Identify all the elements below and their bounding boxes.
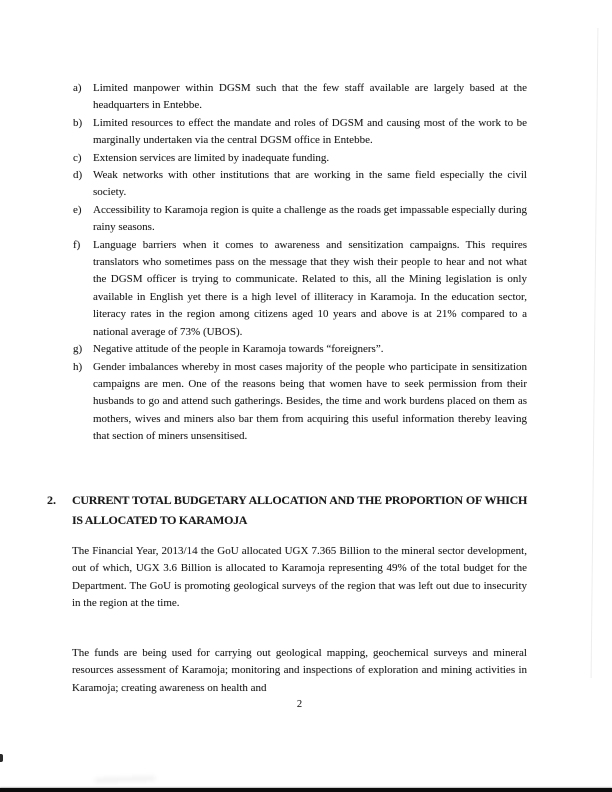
list-item-label: d)	[73, 169, 83, 182]
scan-artifact-vertical-line	[591, 28, 599, 678]
list-item-label: g)	[73, 343, 83, 356]
list-item	[72, 167, 527, 202]
list-item-text: Gender imbalances whereby in most cases majority of the people who participate in sensitization campaigns are men. One of the reasons being that women have to seek permission from their husbands to go and attend such gatherings. Besides, the time and work burdens placed on them as mothers, wives and miners also bar them from acquiring this useful information thereby leaving that section of miners unsensitised.	[93, 360, 527, 443]
list-item-text: Limited manpower within DGSM such that the few staff available are largely based at the headquarters in Entebbe.	[93, 82, 527, 112]
list-item-text: Weak networks with other institutions that are working in the same field especially the civil society.	[93, 169, 527, 199]
list-item-label: a)	[73, 82, 82, 94]
list-item	[72, 115, 527, 150]
page-number: 2	[296, 699, 303, 710]
list-item	[72, 237, 527, 341]
scan-artifact-bottom-bar	[0, 788, 612, 792]
list-item-label: b)	[73, 116, 83, 129]
list-item-text: Negative attitude of the people in Karamoja towards “foreigners”.	[93, 343, 384, 356]
list-item	[72, 150, 527, 167]
section-heading	[47, 490, 527, 530]
list-item-label: f)	[73, 238, 81, 251]
paragraph-funds-usage: The funds are being used for carrying out geological mapping, geochemical surveys and mineral resources assessment of Karamoja; monitoring and inspections of exploration and mining activities in Karamoja; creating awareness on health and	[72, 647, 527, 694]
list-item-text: Accessibility to Karamoja region is quite a challenge as the roads get impassable especially during rainy seasons.	[93, 203, 527, 234]
scan-artifact-smudge	[95, 776, 155, 783]
issues-list	[72, 80, 527, 446]
section-number: 2.	[47, 493, 56, 507]
list-item-label: c)	[73, 151, 82, 164]
list-item	[72, 359, 527, 446]
list-item	[72, 202, 527, 237]
list-item-text: Extension services are limited by inadequate funding.	[93, 151, 330, 164]
list-item-text: Limited resources to effect the mandate and roles of DGSM and causing most of the work to be marginally undertaken via the central DGSM office in Entebbe.	[93, 116, 527, 147]
section-title: CURRENT TOTAL BUDGETARY ALLOCATION AND THE PROPORTION OF WHICH IS ALLOCATED TO KARAMOJA	[72, 493, 527, 527]
list-item	[72, 80, 527, 115]
list-item-text: Language barriers when it comes to awareness and sensitization campaigns. This requires translators who sometimes pass on the message that they wish their people to hear and not what the DGSM officer is trying to communicate. Related to this, all the Mining legislation is only available in English yet there is a high level of illiteracy in Karamoja. In the education sector, literacy rates in the region among citizens aged 10 years and above is at 21% compared to a national average of 73% (UBOS).	[93, 238, 527, 338]
scan-artifact-left-speck	[0, 754, 3, 762]
paragraph-budget-allocation: The Financial Year, 2013/14 the GoU allocated UGX 7.365 Billion to the mineral sector development, out of which, UGX 3.6 Billion is allocated to Karamoja representing 49% of the total budget for the Department. The GoU is promoting geological surveys of the region that was left out due to insecurity in the region at the time.	[72, 545, 527, 610]
list-item-label: e)	[73, 203, 82, 216]
list-item	[72, 341, 527, 358]
list-item-label: h)	[73, 360, 83, 373]
